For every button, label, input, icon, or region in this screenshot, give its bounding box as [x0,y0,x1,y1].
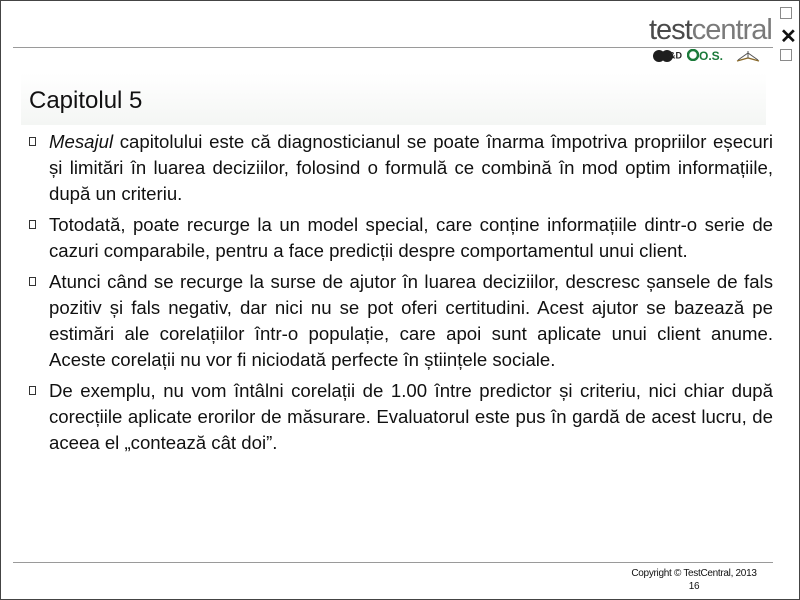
bullet-item [27,129,773,207]
bullet-marker-icon [29,386,36,395]
logo-text-central: central [691,14,772,46]
bullet-marker-icon [29,277,36,286]
partner-logo-os: O.S. [687,49,723,63]
partner-logo-1: &D [653,50,682,62]
close-icon[interactable]: ✕ [780,26,797,48]
window-control-square-icon[interactable] [780,49,792,61]
bullet-marker-icon [29,137,36,146]
window-control-square-icon[interactable] [780,7,792,19]
bullet-item [27,269,773,373]
bullet-text: capitolului este că diagnosticianul se poate înarma împotriva propriilor eșecuri și limitări în luarea deciziilor, folosind o formulă ce combină în mod optim informațiile, după un criteriu. [49,131,773,204]
partner-logos [653,49,768,67]
page-number: 16 [688,581,700,592]
copyright-text: Copyright © TestCentral, 2013 [631,568,757,579]
footer-divider [13,562,773,563]
logo-text-test: test [649,14,692,46]
slide-body [27,129,773,461]
testcentral-logo [649,15,779,45]
header-divider [13,47,773,48]
book-logo-icon [735,49,761,63]
slide-title: Capitolul 5 [29,87,143,114]
bullet-text: Atunci când se recurge la surse de ajutor în luarea deciziilor, descresc șansele de fals pozitiv și fals negativ, dar nici nu se pot oferi certitudini. Acest ajutor se bazează pe estimări ale corelațiilor într-o populație, care apoi sunt aplicate unui client anume. Aceste corelații nu vor fi niciodată perfecte în științele sociale. [49,271,773,370]
bullet-emphasis: Mesajul [49,131,114,152]
bullet-text: De exemplu, nu vom întâlni corelații de 1.00 între predictor și criteriu, nici chiar după corecțiile aplicate erorilor de măsurare. Evaluatorul este pus în gardă de acest lucru, de aceea el „contează cât doi”. [49,380,773,453]
bullet-marker-icon [29,220,36,229]
bullet-item [27,212,773,264]
bullet-text: Totodată, poate recurge la un model special, care conține informațiile dintr-o serie de cazuri comparabile, pentru a face predicții despre comportamentul unui client. [49,214,773,261]
copyright-notice [619,567,769,593]
bullet-item [27,378,773,456]
